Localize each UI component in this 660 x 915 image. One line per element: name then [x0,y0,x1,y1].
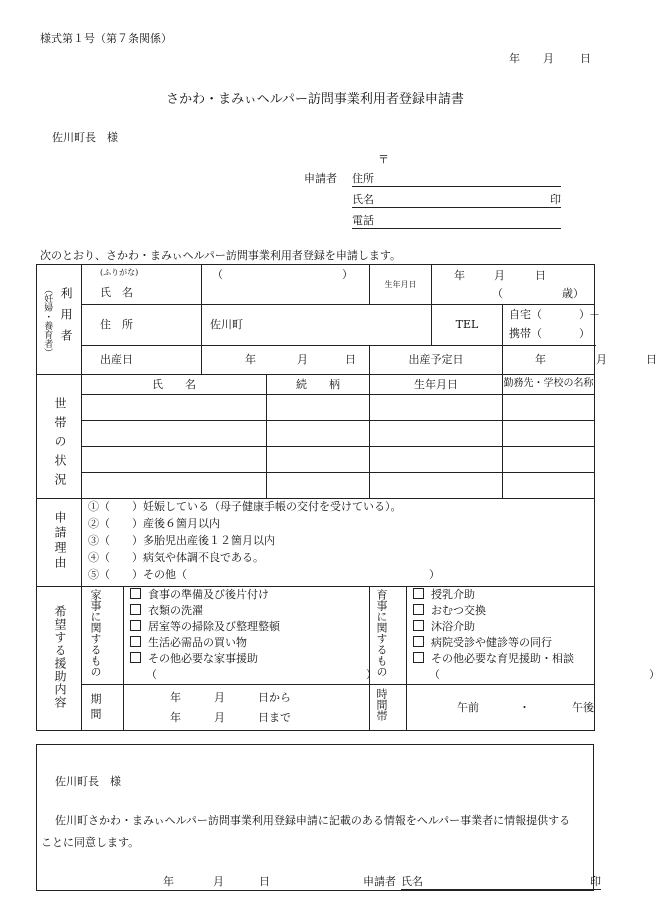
household-name-field[interactable] [82,473,267,499]
household-row [37,473,595,499]
addressee: 佐川町長 様 [52,131,118,144]
user-address-value: 佐川町 [210,318,244,331]
user-address-field[interactable] [202,305,432,346]
childcare-option-feeding[interactable] [407,587,594,603]
due-year-label: 年 [535,353,547,366]
time-pm-label: 午後 [572,701,595,714]
support-side-label: 希望する援助内容 [53,605,67,709]
applicant-phone-field[interactable] [352,214,561,229]
household-row [37,421,595,447]
support-side-cell [37,587,82,731]
consent-month-label: 月 [213,875,224,888]
user-side-label: 利用者 [59,287,73,350]
due-date-label: 出産予定日 [370,346,503,375]
option-label: 授乳介助 [431,588,476,601]
postal-mark: 〒 [378,153,389,166]
option-label: その他必要な家事援助 [148,652,258,665]
household-workplace-field[interactable] [503,473,595,499]
childcare-options [407,587,660,685]
user-name-field[interactable] [202,265,370,305]
date-month-label: 月 [543,52,554,65]
consent-day-label: 日 [259,875,270,888]
time-am-label: 午前 [457,701,480,714]
option-label: 沐浴介助 [431,620,476,633]
housework-other-paren[interactable]: （ ） [146,668,377,681]
delivery-month-label: 月 [297,353,309,366]
birth-month-label: 月 [494,269,506,282]
date-year-label: 年 [509,52,520,65]
birthdate-label: 生年月日 [370,265,432,305]
form-number: 様式第１号（第７条関係） [40,32,172,45]
period-label-cell [82,685,124,731]
home-phone-label: 自宅（ [509,308,543,321]
birthdate-field[interactable] [432,265,595,305]
household-birthdate-field[interactable] [370,473,503,499]
checkbox[interactable] [413,604,424,615]
household-workplace-field[interactable] [503,421,595,447]
household-birthdate-field[interactable] [370,447,503,473]
reasons-side-cell [37,499,82,587]
household-row [37,395,595,421]
time-field[interactable] [407,685,595,731]
tel-field[interactable] [503,305,601,346]
housework-label: 家事に関するもの [89,589,102,677]
reasons-list [82,499,595,587]
user-address-label: 住 所 [100,318,133,331]
period-to: 年 月 日まで [170,711,291,724]
age-label: 歳） [562,287,585,300]
furigana-label: (ふりがな) [100,268,139,277]
option-label: 居室等の掃除及び整理整頓 [148,620,280,633]
household-side-label: 世帯の状況 [53,397,67,492]
option-label: 病院受診や健診等の同行 [431,636,553,649]
due-date-field[interactable] [503,346,658,375]
housework-option-other[interactable] [124,651,369,667]
home-phone-dash: － [589,308,601,321]
household-col-name: 氏 名 [82,375,267,395]
option-label: 衣類の洗濯 [148,604,203,617]
due-month-label: 月 [596,353,608,366]
option-label: その他必要な育児援助・相談 [431,652,575,665]
page-title: さかわ・まみぃヘルパー訪問事業利用者登録申請書 [166,92,464,107]
childcare-option-hospital[interactable] [407,635,594,651]
childcare-option-diaper[interactable] [407,603,594,619]
date-day-label: 日 [580,52,591,65]
consent-name-label: 氏名 [401,875,423,888]
delivery-date-label-cell [82,346,202,375]
period-field[interactable] [124,685,370,731]
user-side-cell [37,265,82,375]
household-col-relation: 続 柄 [267,375,370,395]
user-name-label: 氏 名 [100,286,133,299]
housework-option-cleaning[interactable] [124,619,369,635]
intro-text: 次のとおり、さかわ・まみぃヘルパー訪問事業利用者登録を申請します。 [40,249,402,262]
seal-mark: 印 [550,193,561,206]
consent-text-line2: ことに同意します。 [41,836,140,849]
household-name-field[interactable] [82,421,267,447]
user-name-label-cell [82,265,202,305]
checkbox[interactable] [413,652,424,663]
mobile-phone-close: ） [579,327,591,340]
household-relation-field[interactable] [267,421,370,447]
reason-item-illness[interactable]: ④（ ）病気や体調不良である。 [88,551,264,564]
consent-addressee: 佐川町長 様 [55,775,121,788]
user-side-sublabel: （妊婦・養育者） [42,285,53,357]
housework-label-cell [82,587,124,685]
furigana-paren-open: （ [212,268,224,281]
reason-item-postpartum[interactable]: ②（ ）産後６箇月以内 [88,517,220,530]
housework-option-laundry[interactable] [124,603,369,619]
time-dot: ・ [519,701,531,714]
applicant-name-field[interactable] [352,193,561,208]
applicant-address-label: 住所 [352,172,374,185]
birth-year-label: 年 [454,269,466,282]
childcare-other-paren[interactable]: （ ） [429,668,660,681]
household-birthdate-field[interactable] [370,395,503,421]
consent-year-label: 年 [163,875,174,888]
period-label: 期間 [89,693,102,723]
household-name-field[interactable] [82,447,267,473]
consent-seal-mark: 印 [590,875,601,888]
applicant-label: 申請者 [304,172,337,185]
age-paren-open: （ [492,287,504,300]
household-relation-field[interactable] [267,395,370,421]
childcare-label-cell [370,587,407,685]
option-label: 食事の準備及び後片付け [148,588,269,601]
reason-item-multiple-birth[interactable]: ③（ ）多胎児出産後１２箇月以内 [88,534,275,547]
housework-option-shopping[interactable] [124,635,369,651]
checkbox[interactable] [130,604,141,615]
household-col-birthdate: 生年月日 [370,375,503,395]
applicant-name-label: 氏名 [352,193,374,206]
household-name-field[interactable] [82,395,267,421]
housework-option-meals[interactable] [124,587,369,603]
checkbox[interactable] [413,588,424,599]
checkbox[interactable] [130,620,141,631]
user-address-label-cell [82,305,202,346]
applicant-phone-label: 電話 [352,214,374,227]
reasons-side-label: 申請理由 [53,511,67,571]
checkbox[interactable] [130,588,141,599]
time-label-cell [370,685,407,731]
delivery-date-label: 出産日 [100,353,133,366]
childcare-label: 育事に関するもの [375,589,389,677]
delivery-day-label: 日 [345,353,357,366]
childcare-option-bathing[interactable] [407,619,594,635]
delivery-year-label: 年 [245,353,257,366]
consent-text-line1: 佐川町さかわ・まみぃヘルパー訪問事業利用登録申請に記載のある情報をヘルパー事業者に情報提供する [55,814,571,827]
household-col-workplace: 勤務先・学校の名称 [503,375,595,395]
housework-options [124,587,377,685]
due-day-label: 日 [646,353,658,366]
household-relation-field[interactable] [267,473,370,499]
checkbox[interactable] [130,652,141,663]
checkbox[interactable] [413,620,424,631]
delivery-date-field[interactable] [202,346,370,375]
consent-applicant-label: 申請者 [363,875,396,888]
checkbox[interactable] [413,636,424,647]
reason-item-other[interactable]: ⑤（ ）その他（ ） [88,568,440,581]
tel-label: TEL [432,305,503,346]
mobile-phone-label: 携帯（ [509,327,543,340]
application-table [36,264,660,731]
household-birthdate-field[interactable] [370,421,503,447]
furigana-paren-close: ） [342,268,354,281]
applicant-address-field[interactable] [352,172,561,187]
household-side-cell [37,375,82,499]
time-label: 時間帯 [375,688,389,721]
household-row [37,447,595,473]
reason-item-pregnant[interactable]: ①（ ）妊娠している（母子健康手帳の交付を受けている）。 [88,500,402,513]
household-relation-field[interactable] [267,447,370,473]
childcare-option-other[interactable] [407,651,594,667]
consent-name-field[interactable] [401,875,601,890]
home-phone-close: ） [579,308,591,321]
checkbox[interactable] [130,636,141,647]
household-workplace-field[interactable] [503,395,595,421]
household-workplace-field[interactable] [503,447,595,473]
option-label: おむつ交換 [431,604,487,617]
consent-box [36,744,601,891]
period-from: 年 月 日から [170,691,291,704]
birth-day-label: 日 [535,269,547,282]
option-label: 生活必需品の買い物 [148,636,247,649]
